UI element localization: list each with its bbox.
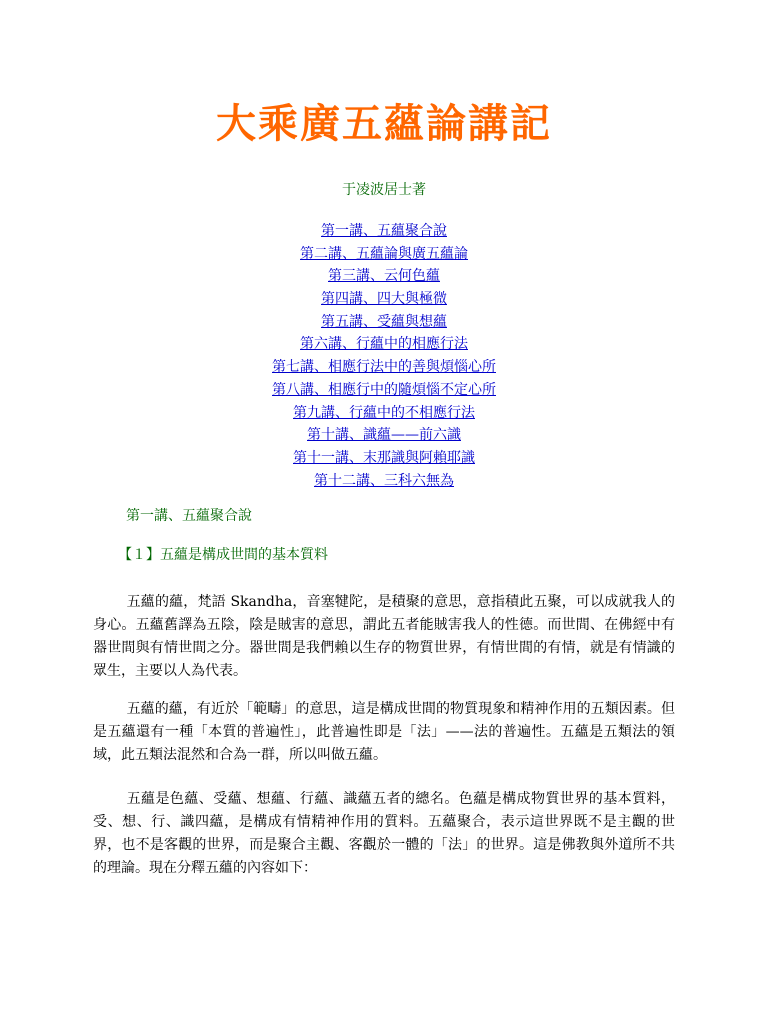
author-line: 于凌波居士著 (342, 182, 426, 198)
toc-link-2[interactable]: 第二講、五蘊論與廣五蘊論 (300, 245, 468, 262)
toc-link-3[interactable]: 第三講、云何色蘊 (328, 268, 440, 285)
subheading-marker: 【１】 (118, 547, 160, 563)
toc-link-12[interactable]: 第十二講、三科六無為 (314, 472, 454, 489)
subheading-text: 五蘊是構成世間的基本質料 (160, 547, 328, 563)
toc-link-9[interactable]: 第九講、行蘊中的不相應行法 (293, 404, 475, 421)
paragraph-1: 五蘊的蘊，梵語 Skandha，音塞犍陀，是積聚的意思，意指積此五聚，可以成就我人的身心。五蘊舊譯為五陰，陰是賊害的意思，謂此五者能賊害我人的性德。而世間、在佛經中有器世間與有情世間之分。器世間是我們賴以生存的物質世界，有情世間的有情，就是有情識的眾生，主要以人為代表。 (93, 594, 675, 679)
table-of-contents (0, 220, 768, 492)
toc-link-5[interactable]: 第五講、受蘊與想蘊 (321, 313, 447, 330)
toc-link-8[interactable]: 第八講、相應行中的隨煩惱不定心所 (272, 381, 496, 398)
toc-link-11[interactable]: 第十一講、末那識與阿賴耶識 (293, 449, 475, 466)
paragraph-3: 五蘊是色蘊、受蘊、想蘊、行蘊、識蘊五者的總名。色蘊是構成物質世界的基本質料，受、想、行、識四蘊，是構成有情精神作用的質料。五蘊聚合，表示這世界既不是主觀的世界，也不是客觀的世界，而是聚合主觀、客觀於一體的「法」的世界。這是佛教與外道所不共的理論。現在分釋五蘊的內容如下： (93, 791, 675, 876)
document-title: 大乘廣五蘊論講記 (216, 100, 552, 147)
toc-link-6[interactable]: 第六講、行蘊中的相應行法 (300, 336, 468, 353)
section-title: 第一講、五蘊聚合說 (126, 508, 252, 524)
toc-link-1[interactable]: 第一講、五蘊聚合說 (321, 223, 447, 239)
subheading (118, 544, 328, 564)
toc-link-10[interactable]: 第十講、識蘊——前六識 (307, 427, 461, 444)
toc-link-4[interactable]: 第四講、四大與極微 (321, 291, 447, 308)
paragraph-2: 五蘊的蘊，有近於「範疇」的意思，這是構成世間的物質現象和精神作用的五類因素。但是五蘊還有一種「本質的普遍性」，此普遍性即是「法」——法的普遍性。五蘊是五類法的領域，此五類法混然和合為一群，所以叫做五蘊。 (93, 701, 675, 763)
toc-link-7[interactable]: 第七講、相應行法中的善與煩惱心所 (272, 359, 496, 376)
